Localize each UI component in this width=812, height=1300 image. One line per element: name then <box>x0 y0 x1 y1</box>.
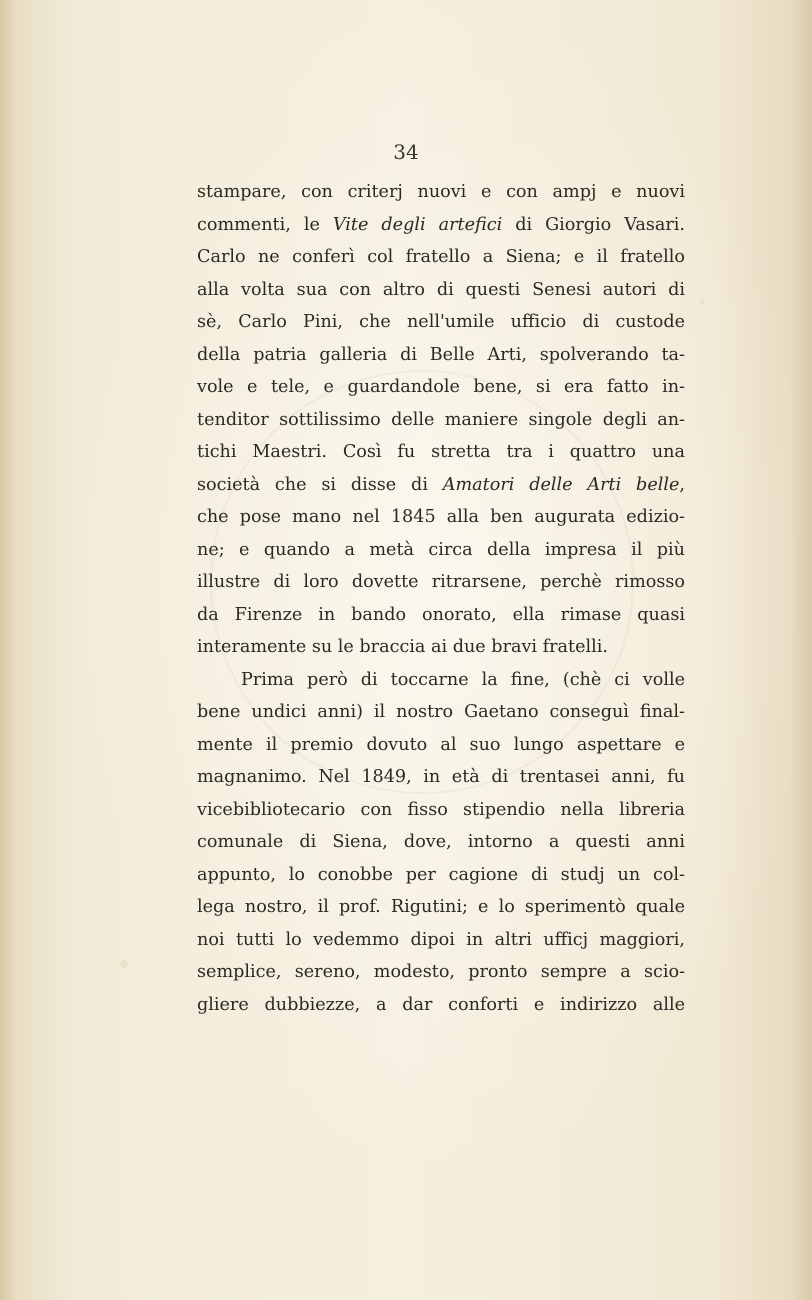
text-line <box>197 891 685 924</box>
text-line <box>197 241 685 274</box>
italic-title: Vite degli artefici <box>332 214 503 235</box>
text-segment: vole e tele, e guardandole bene, si era fatto in- <box>197 377 685 397</box>
text-segment: , <box>679 474 685 495</box>
text-line <box>197 404 685 437</box>
text-segment: lega nostro, il prof. Rigutini; e lo sperimentò quale <box>197 897 685 917</box>
text-segment: della patria galleria di Belle Arti, spolverando ta- <box>197 344 685 365</box>
italic-title: Amatori delle Arti belle <box>442 474 680 495</box>
text-segment: da Firenze in bando onorato, ella rimase quasi <box>197 604 685 625</box>
text-line <box>197 176 685 209</box>
text-segment: che pose mano nel 1845 alla ben augurata edizio- <box>197 507 685 527</box>
text-line <box>197 696 685 729</box>
page-edge-shadow-right <box>790 0 812 1300</box>
text-line <box>197 826 685 859</box>
text-segment: noi tutti lo vedemmo dipoi in altri ufficj maggiori, <box>197 929 685 950</box>
text-line <box>197 306 685 339</box>
foxing-spot <box>120 960 128 968</box>
text-segment: tichi Maestri. Così fu stretta tra i quattro una <box>197 442 685 462</box>
text-line <box>197 501 685 534</box>
text-segment: vicebibliotecario con fisso stipendio nella libreria <box>197 799 685 820</box>
text-line <box>197 729 685 762</box>
text-line <box>197 469 685 502</box>
text-segment: stampare, con criterj nuovi e con ampj e nuovi <box>197 182 685 202</box>
text-line <box>197 924 685 957</box>
text-segment: magnanimo. Nel 1849, in età di trentasei anni, fu <box>197 767 685 787</box>
text-line <box>197 761 685 794</box>
text-segment: di Giorgio Vasari. <box>502 214 685 235</box>
text-segment: sè, Carlo Pini, che nell'umile ufficio di custode <box>197 312 685 332</box>
text-line <box>197 956 685 989</box>
text-segment: Carlo ne conferì col fratello a Siena; e il fratello <box>197 247 685 267</box>
text-segment: bene undici anni) il nostro Gaetano conseguì final- <box>197 702 685 722</box>
text-segment: ne; e quando a metà circa della impresa il più <box>197 539 685 560</box>
text-line <box>197 631 685 664</box>
text-line <box>197 599 685 632</box>
text-segment: tenditor sottilissimo delle maniere singole degli an- <box>197 409 685 430</box>
foxing-spot <box>700 300 705 305</box>
text-segment: comunale di Siena, dove, intorno a questi anni <box>197 832 685 852</box>
text-line <box>197 371 685 404</box>
text-line <box>197 274 685 307</box>
text-segment: interamente su le braccia ai due bravi fratelli. <box>197 637 608 657</box>
text-line <box>197 664 685 697</box>
text-line <box>197 989 685 1022</box>
page-edge-shadow-left <box>0 0 18 1300</box>
text-line <box>197 859 685 892</box>
page-number: 34 <box>393 140 419 164</box>
text-segment: appunto, lo conobbe per cagione di studj un col- <box>197 864 685 885</box>
text-segment: gliere dubbiezze, a dar conforti e indirizzo alle <box>197 994 685 1015</box>
text-segment: mente il premio dovuto al suo lungo aspettare e <box>197 734 685 755</box>
text-segment: commenti, le <box>197 214 333 235</box>
text-segment: illustre di loro dovette ritrarsene, perchè rimosso <box>197 572 685 592</box>
text-line <box>197 534 685 567</box>
text-segment: società che si disse di <box>197 474 443 495</box>
text-line <box>197 436 685 469</box>
text-segment: Prima però di toccarne la fine, (chè ci volle <box>241 669 685 690</box>
text-line <box>197 339 685 372</box>
body-text <box>197 176 685 1021</box>
text-segment: semplice, sereno, modesto, pronto sempre a scio- <box>197 962 685 982</box>
text-segment: alla volta sua con altro di questi Senesi autori di <box>197 279 685 300</box>
text-line <box>197 794 685 827</box>
text-line <box>197 566 685 599</box>
text-line <box>197 209 685 242</box>
